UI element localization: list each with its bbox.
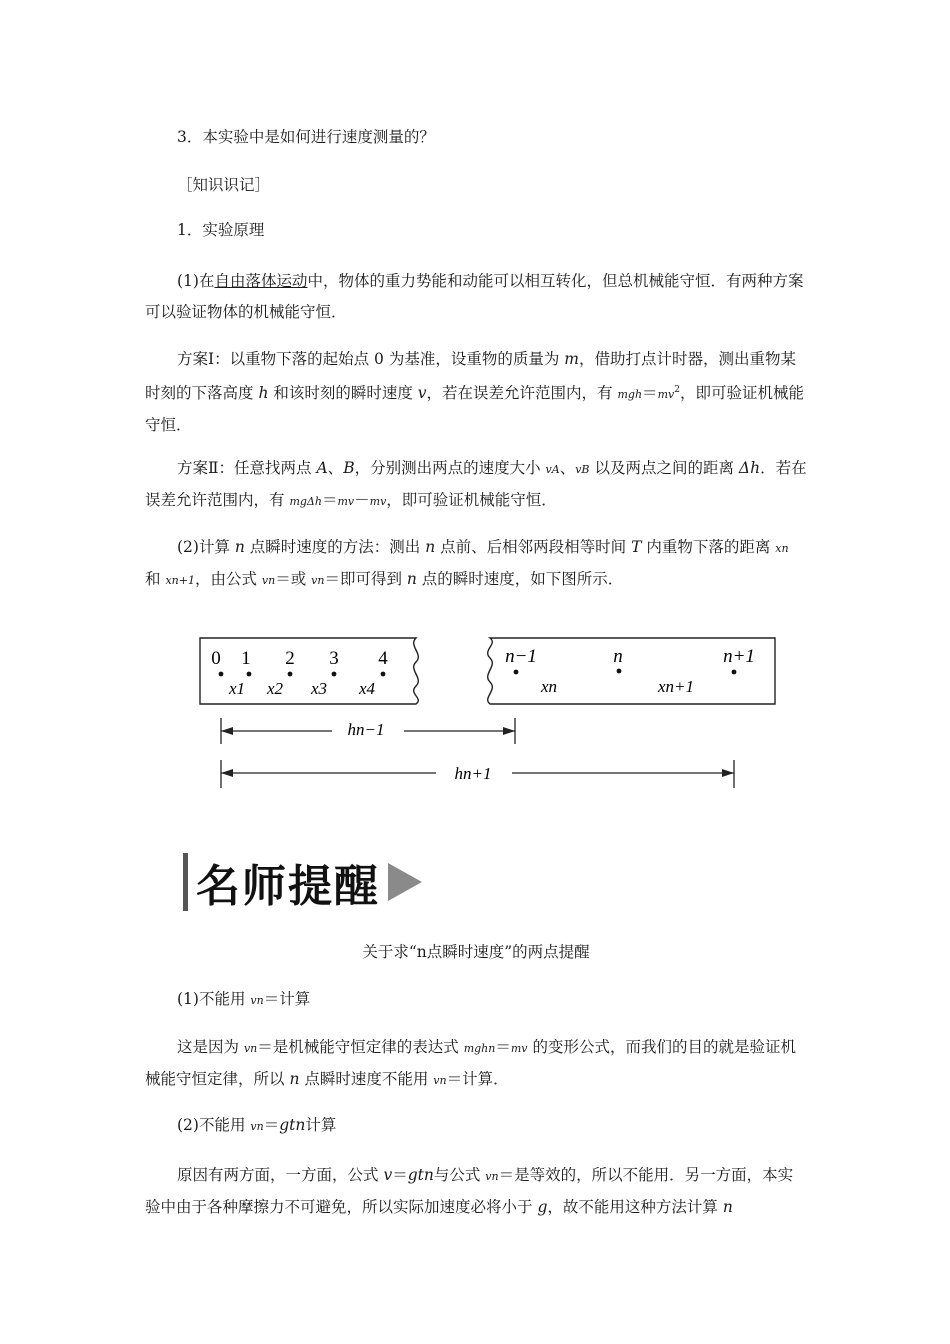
free-fall-link[interactable]: 自由落体运动	[214, 272, 308, 290]
tape-dot	[617, 669, 622, 674]
tape-dot	[247, 672, 252, 677]
point-label: 4	[378, 648, 388, 669]
banner-bar	[183, 853, 188, 911]
segment-label: x2	[266, 679, 284, 698]
reminder-1-title: (1)不能用 vn＝计算	[177, 990, 311, 1008]
tape-dot	[514, 670, 519, 675]
segment-label: x3	[310, 679, 328, 698]
segment-label: xn	[540, 677, 558, 696]
teacher-tip-banner	[183, 852, 422, 912]
tape-dot	[732, 670, 737, 675]
point-label: 2	[285, 648, 295, 669]
tape-figure	[190, 628, 790, 798]
paragraph-2: (2)计算 n 点瞬时速度的方法：测出 n 点前、后相邻两段相等时间 T 内重物下落的距离 xn 和 xn+1，由公式 vn＝或 vn＝即可得到 n 点的瞬时速度，如下图所示．	[145, 538, 789, 588]
paragraph-1: (1)在自由落体运动中，物体的重力势能和动能可以相互转化，但总机械能守恒．有两种方案可以验证物体的机械能守恒．	[145, 272, 804, 321]
plan-1: 方案Ⅰ：以重物下落的起始点 0 为基准，设重物的质量为 m，借助打点计时器，测出重物某时刻的下落高度 h 和该时刻的瞬时速度 v，若在误差允许范围内，有 $mgh=mv^2$，即可验证机械能守恒．	[145, 350, 804, 435]
segment-label: x1	[228, 679, 246, 698]
tape-dot	[219, 672, 224, 677]
point-label: 3	[329, 648, 339, 669]
h-short-label: hn−1	[347, 720, 385, 739]
segment-label: xn+1	[657, 677, 695, 696]
reminder-1-body: 这是因为 vn＝是机械能守恒定律的表达式 mghn＝mv 的变形公式，而我们的目的就是验证机械能守恒定律，所以 n 点瞬时速度不能用 vn＝计算．	[145, 1038, 796, 1088]
play-triangle-icon	[388, 863, 422, 901]
knowledge-label: ［知识识记］	[177, 176, 271, 194]
reminder-2-body: 原因有两方面，一方面，公式 v＝gtn与公式 vn＝是等效的，所以不能用．另一方面，本实验中由于各种摩擦力不可避免，所以实际加速度必将小于 g，故不能用这种方法计算 n	[145, 1166, 794, 1216]
h-long-label: hn+1	[454, 764, 492, 783]
point-label: n−1	[505, 646, 537, 667]
plan-2: 方案Ⅱ：任意找两点 A、B，分别测出两点的速度大小 vA、vB 以及两点之间的距离 Δh．若在误差允许范围内，有 mgΔh＝mv－mv，即可验证机械能守恒．	[145, 459, 807, 509]
tape-dot	[332, 672, 337, 677]
segment-label: x4	[358, 679, 376, 698]
question-3: 3．本实验中是如何进行速度测量的？	[177, 128, 435, 146]
tip-heading: 关于求“n点瞬时速度”的两点提醒	[362, 943, 590, 961]
tape-dot	[381, 672, 386, 677]
section-1-title: 1．实验原理	[177, 221, 265, 239]
point-label: n+1	[723, 646, 755, 667]
point-label: 1	[241, 648, 251, 669]
tape-dot	[288, 672, 293, 677]
point-label: n	[613, 646, 623, 667]
point-label: 0	[211, 648, 221, 669]
banner-title: 名师提醒	[196, 861, 380, 912]
reminder-2-title: (2)不能用 vn＝gtn计算	[177, 1116, 337, 1134]
